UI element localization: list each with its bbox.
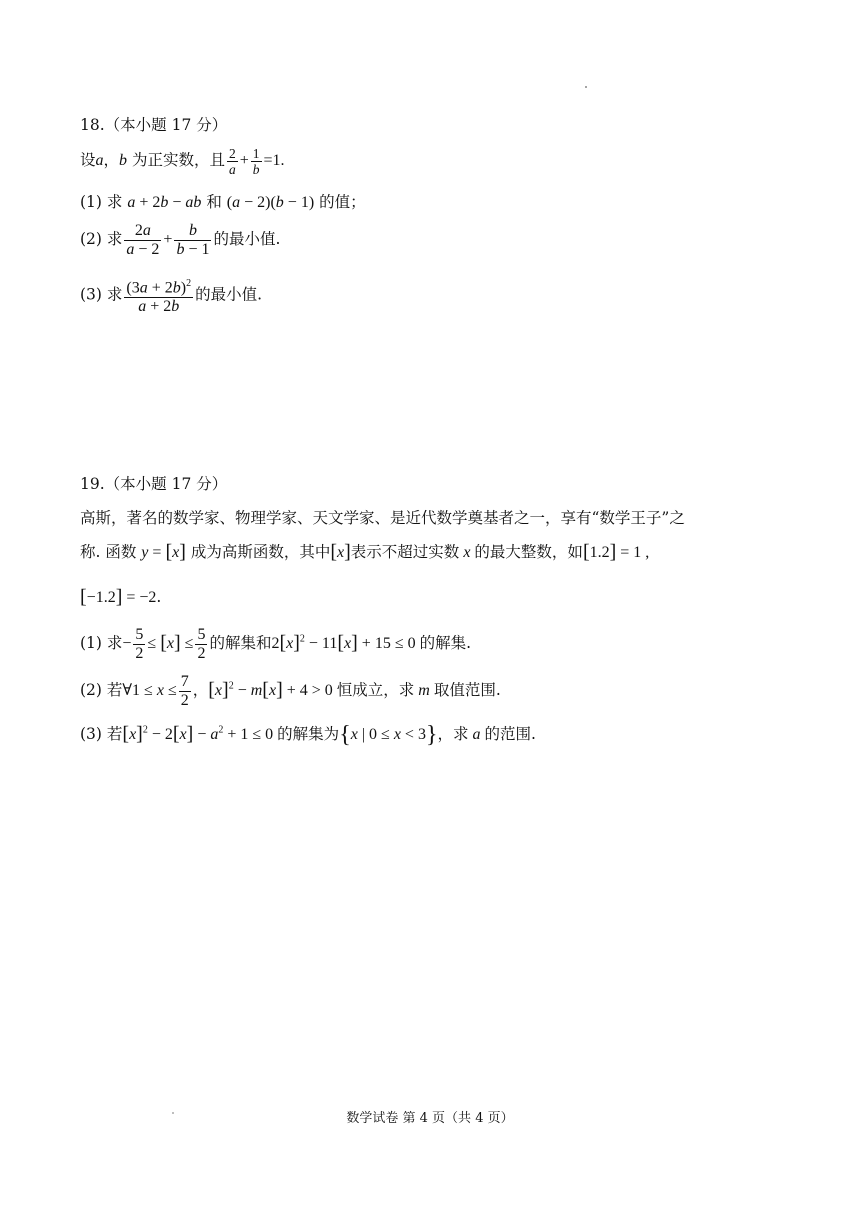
q18-part3: (3) 求 $\frac{(3a + 2b)^2}{a + 2b}$ 的最小值. [80,275,262,316]
q19-part1: (1) 求− $\frac{5}{2}$ ≤ [x] ≤ $\frac{5}{2}$ 的解集和$2[x]^2 - 11[x] + 15 \le 0$ 的解集. [80,626,472,662]
q19-intro-line2: 称. 函数 y = [x] 成为高斯函数，其中[x]表示不超过实数 x 的最大整数，如[1.2] = 1 , [80,541,650,563]
q19-example-2: [−1.2] = −2 [80,586,157,608]
q19-intro-line3: [−1.2] = −2. [80,586,162,608]
q19-part3: (3) 若$[x]^2 - 2[x] - a^2 + 1 \le 0$ 的解集为{x | 0 ≤ x < 3}，求 a 的范围. [80,722,536,748]
q19-example-1: [1.2] = 1 , [582,541,650,563]
q19-p1-inequality-2: $2[x]^2 - 11[x] + 15 \le 0$ [271,632,420,655]
q19-gauss-function: y = [x] [141,541,186,563]
q18-p1-formula-1: a + 2b − ab [127,194,202,211]
q18-p3-formula: $\frac{(3a + 2b)^2}{a + 2b}$ [122,286,195,303]
q18-p2-formula: $\frac{2a}{a - 2}$ + $\frac{b}{b - 1}$ [126,222,210,258]
q18-part1: (1) 求 a + 2b − ab 和 (a − 2)(b − 1) 的值； [80,193,366,211]
q19-p1-inequality-1: − $\frac{5}{2}$ ≤ [x] ≤ $\frac{5}{2}$ [122,626,206,662]
q19-intro-line1: 高斯，著名的数学家、物理学家、天文学家、是近代数学奠基者之一，享有“数学王子”之 [80,509,685,527]
q18-intro: 设a，b 为正实数，且 $\frac{2}{a}$ + $\frac{1}{b}$ =1. [80,146,285,177]
q18-p1-formula-2: (a − 2)(b − 1) [226,194,315,211]
q18-condition-formula: $\frac{2}{a}$ + $\frac{1}{b}$ [228,146,260,177]
q18-part2: (2) 求 $\frac{2a}{a - 2}$ + $\frac{b}{b - 1}$ 的最小值. [80,222,281,258]
q19-p2-inequality: $[x]^2 - m[x] + 4 > 0$ [208,679,337,702]
q19-p2-domain: ∀1 ≤ x ≤ $\frac{7}{2}$ [122,673,189,709]
q19-heading: 19.（本小题 17 分） [80,475,228,493]
q19-p3-inequality: $[x]^2 - 2[x] - a^2 + 1 \le 0$ [122,723,278,745]
q18-heading: 18.（本小题 17 分） [80,116,228,134]
q19-part2: (2) 若∀1 ≤ x ≤ $\frac{7}{2}$ ，$[x]^2 - m[x] + 4 > 0$ 恒成立，求 m 取值范围. [80,673,501,709]
speck [585,86,587,88]
page-footer: 数学试卷 第 4 页（共 4 页） [346,1111,514,1126]
q19-p3-solution-set: {x | 0 ≤ x < 3} [339,722,438,748]
